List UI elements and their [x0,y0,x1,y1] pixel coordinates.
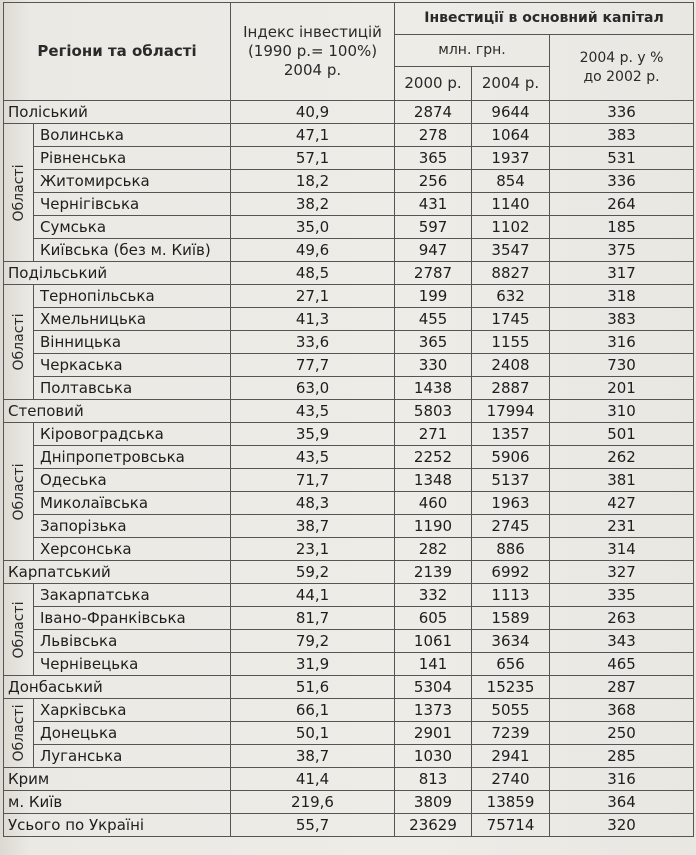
header-pct-line1: 2004 р. у % [579,49,664,66]
oblast-name: Полтавська [34,377,231,400]
oblasti-label: Області [10,463,27,520]
index-value: 79,2 [231,630,395,653]
pct-value: 320 [550,814,694,837]
index-value: 35,0 [231,216,395,239]
table-row [4,377,694,400]
table-row [4,768,694,791]
invest-2000-value: 2874 [395,101,472,124]
table-row [4,814,694,837]
pct-value: 381 [550,469,694,492]
invest-2004-value: 15235 [472,676,550,699]
table-row [4,561,694,584]
pct-value: 531 [550,147,694,170]
invest-2000-value: 1061 [395,630,472,653]
oblasti-group-label [4,423,34,561]
pct-value: 316 [550,768,694,791]
pct-value: 318 [550,285,694,308]
header-pct [550,35,694,101]
invest-2004-value: 3634 [472,630,550,653]
oblast-name: Чернівецька [34,653,231,676]
oblasti-group-label [4,285,34,400]
oblast-name: Сумська [34,216,231,239]
table-row [4,147,694,170]
pct-value: 201 [550,377,694,400]
invest-2004-value: 5137 [472,469,550,492]
index-value: 35,9 [231,423,395,446]
index-value: 31,9 [231,653,395,676]
table-row [4,469,694,492]
table-row [4,262,694,285]
region-name: Крим [4,768,231,791]
invest-2004-value: 632 [472,285,550,308]
oblast-name: Львівська [34,630,231,653]
invest-2000-value: 597 [395,216,472,239]
invest-2004-value: 2740 [472,768,550,791]
table-row [4,308,694,331]
pct-value: 250 [550,722,694,745]
pct-value: 314 [550,538,694,561]
index-value: 48,3 [231,492,395,515]
index-value: 44,1 [231,584,395,607]
index-value: 51,6 [231,676,395,699]
invest-2000-value: 365 [395,147,472,170]
index-value: 55,7 [231,814,395,837]
invest-2000-value: 3809 [395,791,472,814]
invest-2004-value: 3547 [472,239,550,262]
invest-2004-value: 886 [472,538,550,561]
oblast-name: Черкаська [34,354,231,377]
index-value: 48,5 [231,262,395,285]
region-name: Поліський [4,101,231,124]
index-value: 81,7 [231,607,395,630]
index-value: 219,6 [231,791,395,814]
invest-2000-value: 278 [395,124,472,147]
table-row [4,446,694,469]
header-pct-line2: до 2002 р. [583,68,660,85]
pct-value: 285 [550,745,694,768]
invest-2000-value: 141 [395,653,472,676]
invest-2000-value: 199 [395,285,472,308]
table-row [4,538,694,561]
invest-2000-value: 23629 [395,814,472,837]
invest-2004-value: 854 [472,170,550,193]
header-year-2000: 2000 р. [395,67,472,101]
invest-2000-value: 282 [395,538,472,561]
pct-value: 185 [550,216,694,239]
invest-2004-value: 9644 [472,101,550,124]
invest-2004-value: 656 [472,653,550,676]
oblast-name: Волинська [34,124,231,147]
invest-2004-value: 1064 [472,124,550,147]
pct-value: 310 [550,400,694,423]
table-row [4,607,694,630]
index-value: 43,5 [231,446,395,469]
pct-value: 336 [550,170,694,193]
invest-2004-value: 1155 [472,331,550,354]
region-name: Донбаський [4,676,231,699]
invest-2000-value: 365 [395,331,472,354]
header-regions: Регіони та області [4,3,231,101]
index-value: 18,2 [231,170,395,193]
pct-value: 263 [550,607,694,630]
table-row [4,699,694,722]
table-row [4,331,694,354]
oblast-name: Харківська [34,699,231,722]
pct-value: 501 [550,423,694,446]
invest-2004-value: 1963 [472,492,550,515]
index-value: 38,7 [231,745,395,768]
oblast-name: Донецька [34,722,231,745]
invest-2000-value: 813 [395,768,472,791]
index-value: 40,9 [231,101,395,124]
invest-2000-value: 2901 [395,722,472,745]
invest-2004-value: 13859 [472,791,550,814]
table-row [4,653,694,676]
pct-value: 287 [550,676,694,699]
table-row [4,354,694,377]
header-year-2004: 2004 р. [472,67,550,101]
invest-2000-value: 2252 [395,446,472,469]
index-value: 57,1 [231,147,395,170]
oblasti-group-label [4,124,34,262]
invest-2004-value: 17994 [472,400,550,423]
oblast-name: Чернігівська [34,193,231,216]
invest-2000-value: 330 [395,354,472,377]
pct-value: 383 [550,124,694,147]
invest-2004-value: 1745 [472,308,550,331]
invest-2000-value: 2787 [395,262,472,285]
pct-value: 262 [550,446,694,469]
invest-2000-value: 1190 [395,515,472,538]
oblast-name: Житомирська [34,170,231,193]
table-row [4,285,694,308]
pct-value: 335 [550,584,694,607]
invest-2004-value: 6992 [472,561,550,584]
table-row [4,193,694,216]
header-investments: Інвестиції в основний капітал [395,3,694,35]
index-value: 63,0 [231,377,395,400]
oblast-name: Закарпатська [34,584,231,607]
invest-2004-value: 7239 [472,722,550,745]
oblast-name: Луганська [34,745,231,768]
oblast-name: Кіровоградська [34,423,231,446]
invest-2004-value: 1937 [472,147,550,170]
invest-2004-value: 5906 [472,446,550,469]
invest-2004-value: 75714 [472,814,550,837]
oblast-name: Дніпропетровська [34,446,231,469]
pct-value: 465 [550,653,694,676]
table-row [4,423,694,446]
index-value: 47,1 [231,124,395,147]
region-name: Подільський [4,262,231,285]
table-row [4,400,694,423]
invest-2000-value: 1030 [395,745,472,768]
invest-2000-value: 256 [395,170,472,193]
oblast-name: Івано-Франківська [34,607,231,630]
oblasti-label: Області [10,164,27,221]
pct-value: 317 [550,262,694,285]
invest-2004-value: 2887 [472,377,550,400]
oblast-name: Миколаївська [34,492,231,515]
invest-2000-value: 1373 [395,699,472,722]
pct-value: 316 [550,331,694,354]
table-row [4,101,694,124]
oblast-name: Рівненська [34,147,231,170]
index-value: 77,7 [231,354,395,377]
index-value: 23,1 [231,538,395,561]
invest-2004-value: 2408 [472,354,550,377]
invest-2004-value: 1357 [472,423,550,446]
region-name: Усього по Україні [4,814,231,837]
table-row [4,791,694,814]
invest-2000-value: 605 [395,607,472,630]
oblast-name: Херсонська [34,538,231,561]
table-row [4,584,694,607]
index-value: 66,1 [231,699,395,722]
pct-value: 383 [550,308,694,331]
table-row [4,745,694,768]
table-row [4,492,694,515]
region-name: Степовий [4,400,231,423]
pct-value: 231 [550,515,694,538]
pct-value: 264 [550,193,694,216]
index-value: 38,7 [231,515,395,538]
table-body [4,101,694,837]
invest-2004-value: 1113 [472,584,550,607]
index-value: 43,5 [231,400,395,423]
oblast-name: Запорізька [34,515,231,538]
invest-2004-value: 1102 [472,216,550,239]
pct-value: 730 [550,354,694,377]
oblast-name: Тернопільська [34,285,231,308]
table-row [4,515,694,538]
pct-value: 427 [550,492,694,515]
region-name: м. Київ [4,791,231,814]
index-value: 38,2 [231,193,395,216]
pct-value: 327 [550,561,694,584]
invest-2000-value: 455 [395,308,472,331]
table-row [4,630,694,653]
table-row [4,676,694,699]
oblasti-label: Області [10,313,27,371]
index-value: 50,1 [231,722,395,745]
oblast-name: Вінницька [34,331,231,354]
header-mln: млн. грн. [395,35,550,67]
table-row [4,124,694,147]
invest-2000-value: 2139 [395,561,472,584]
index-value: 41,3 [231,308,395,331]
invest-2000-value: 460 [395,492,472,515]
header-index-line2: (1990 р.= 100%) [247,42,378,60]
invest-2004-value: 1589 [472,607,550,630]
index-value: 33,6 [231,331,395,354]
invest-2000-value: 947 [395,239,472,262]
table-row [4,722,694,745]
invest-2000-value: 271 [395,423,472,446]
invest-2004-value: 1140 [472,193,550,216]
oblast-name: Хмельницька [34,308,231,331]
index-value: 59,2 [231,561,395,584]
invest-2000-value: 332 [395,584,472,607]
index-value: 27,1 [231,285,395,308]
invest-2000-value: 1438 [395,377,472,400]
oblast-name: Одеська [34,469,231,492]
oblasti-group-label [4,699,34,768]
pct-value: 375 [550,239,694,262]
header-index-line1: Індекс інвестицій [243,23,382,41]
index-value: 49,6 [231,239,395,262]
invest-2004-value: 5055 [472,699,550,722]
region-name: Карпатський [4,561,231,584]
invest-2000-value: 431 [395,193,472,216]
table-row [4,239,694,262]
pct-value: 343 [550,630,694,653]
invest-2000-value: 5304 [395,676,472,699]
pct-value: 364 [550,791,694,814]
header-index-line3: 2004 р. [283,61,342,79]
oblasti-label: Області [10,601,27,658]
invest-2000-value: 5803 [395,400,472,423]
pct-value: 336 [550,101,694,124]
pct-value: 368 [550,699,694,722]
table-row [4,216,694,239]
table-row [4,170,694,193]
invest-2004-value: 2745 [472,515,550,538]
investment-table [3,2,694,837]
invest-2004-value: 2941 [472,745,550,768]
header-index [231,3,395,101]
oblasti-label: Області [10,704,27,762]
invest-2004-value: 8827 [472,262,550,285]
oblast-name: Київська (без м. Київ) [34,239,231,262]
invest-2000-value: 1348 [395,469,472,492]
oblasti-group-label [4,584,34,676]
index-value: 41,4 [231,768,395,791]
index-value: 71,7 [231,469,395,492]
